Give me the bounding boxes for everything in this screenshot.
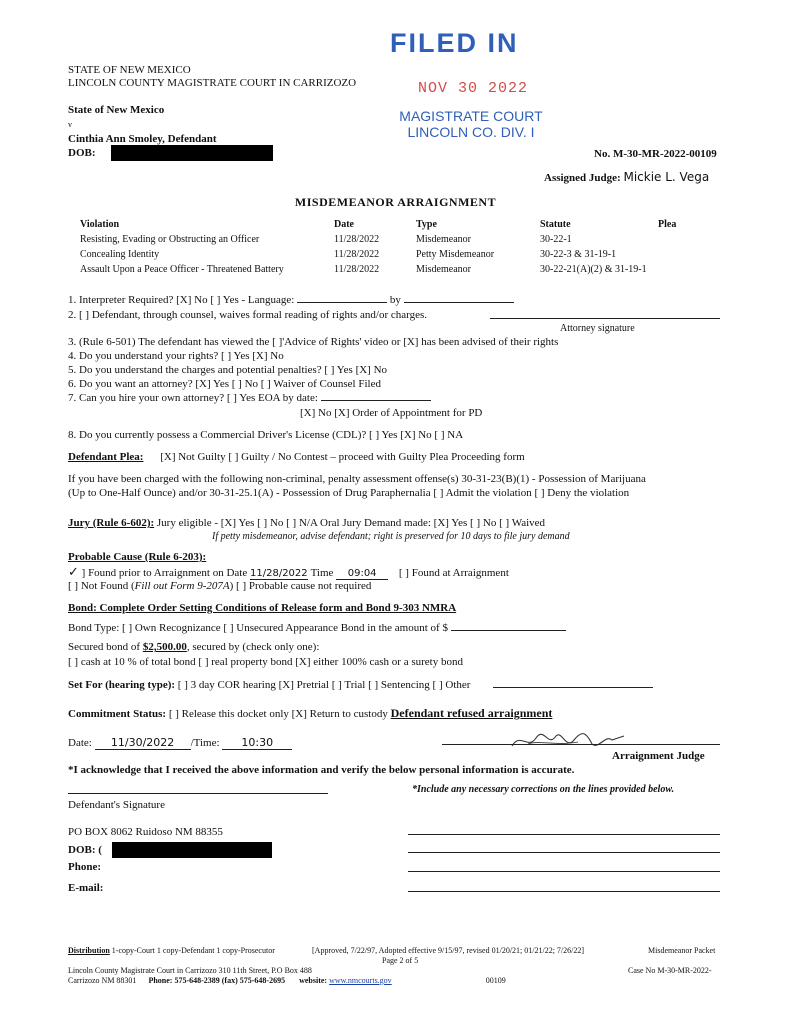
- probable-cause-date[interactable]: 11/28/2022: [250, 568, 308, 579]
- jury-section: [68, 517, 545, 529]
- table-row: [80, 249, 708, 264]
- statute-cell: 30-22-21(A)(2) & 31-19-1: [540, 264, 647, 275]
- penalty-line-2: (Up to One-Half Ounce) and/or 30-31-25.1(A) - Possession of Drug Paraphernalia [ ] Admit the violation [ ] Deny the violation: [68, 487, 630, 499]
- col-violation: Violation: [80, 219, 120, 230]
- other-hearing-field[interactable]: [493, 687, 653, 688]
- question-3: 3. (Rule 6-501) The defendant has viewed the [ ]'Advice of Rights' video or [X] has been advised of their rights: [68, 336, 559, 348]
- type-cell: Misdemeanor: [416, 234, 471, 245]
- secured-text-b: , secured by (check only one):: [186, 641, 320, 653]
- hearing-label: Set For (hearing type):: [68, 679, 176, 691]
- col-statute: Statute: [540, 219, 571, 230]
- bond-type: [68, 622, 566, 634]
- plea-options: [X] Not Guilty [ ] Guilty / No Contest – proceed with Guilty Plea Proceeding form: [160, 451, 525, 463]
- stamp-court-line2: LINCOLN CO. DIV. I: [407, 124, 535, 140]
- judge-label: Assigned Judge:: [544, 172, 621, 184]
- footer-case-number: Case No M-30-MR-2022-: [628, 966, 712, 975]
- attorney-signature-line[interactable]: [490, 318, 720, 319]
- col-plea: Plea: [658, 219, 677, 230]
- violations-table: [80, 219, 708, 279]
- judge-name: Mickie L. Vega: [623, 170, 710, 184]
- hearing-options: [ ] 3 day COR hearing [X] Pretrial [ ] Trial [ ] Sentencing [ ] Other: [177, 679, 471, 691]
- plea-cell: [658, 264, 708, 279]
- plea-cell: [658, 249, 708, 264]
- footer-city-line: [68, 976, 506, 985]
- form-reference: Fill out Form 9-207A: [134, 580, 230, 592]
- filed-stamp: FILED IN: [390, 28, 519, 58]
- question-8: 8. Do you currently possess a Commercial Driver's License (CDL)? [ ] Yes [X] No [ ] NA: [68, 429, 464, 441]
- versus: v: [68, 120, 72, 129]
- packet-label: Misdemeanor Packet: [648, 946, 716, 955]
- date-cell: 11/28/2022: [334, 249, 380, 260]
- question-2-text: 2. [ ] Defendant, through counsel, waives formal reading of rights and/or charges.: [68, 309, 428, 321]
- question-4: 4. Do you understand your rights? [ ] Yes [X] No: [68, 350, 284, 362]
- dob-redaction: [111, 145, 273, 161]
- filed-stamp-court: [386, 108, 556, 140]
- question-7b: [X] No [X] Order of Appointment for PD: [300, 407, 483, 419]
- date-cell: 11/28/2022: [334, 264, 380, 275]
- email-label: E-mail:: [68, 882, 104, 894]
- correction-line-2[interactable]: [408, 852, 720, 853]
- unsecured-amount-field[interactable]: [451, 630, 566, 631]
- statute-cell: 30-22-1: [540, 234, 572, 245]
- approved-note: [Approved, 7/22/97, Adopted effective 9/15/97, revised 01/20/21; 01/21/22; 7/26/22]: [312, 946, 585, 955]
- jury-options: Jury eligible - [X] Yes [ ] No [ ] N/A Oral Jury Demand made: [X] Yes [ ] No [ ] Waived: [156, 517, 546, 529]
- question-7-text: 7. Can you hire your own attorney? [ ] Yes EOA by date:: [68, 392, 318, 404]
- type-cell: Petty Misdemeanor: [416, 249, 495, 260]
- question-5: 5. Do you understand the charges and potential penalties? [ ] Yes [X] No: [68, 364, 388, 376]
- type-cell: Misdemeanor: [416, 264, 471, 275]
- found-prior-text: ] Found prior to Arraignment on Date: [81, 567, 248, 579]
- footer-court: Lincoln County Magistrate Court in Carrizozo 310 11th Street, P.O Box 488: [68, 966, 312, 975]
- violations-header-row: [80, 219, 708, 234]
- commitment-label: Commitment Status:: [68, 708, 167, 720]
- jury-label: Jury (Rule 6-602):: [68, 517, 155, 529]
- footer-case-suffix: 00109: [485, 976, 506, 985]
- correction-line-3[interactable]: [408, 871, 720, 872]
- footer-website-label: website:: [299, 976, 330, 985]
- defendant-signature-label: Defendant's Signature: [68, 799, 165, 811]
- footer-city: Carrizozo NM 88301: [68, 976, 137, 985]
- question-1-by: by: [389, 294, 401, 306]
- footer-phone: Phone: 575-648-2389 (fax) 575-648-2695: [148, 976, 286, 985]
- question-7: [68, 392, 431, 404]
- bond-label: Bond: Complete Order Setting Conditions of Release form and Bond 9-303 NMRA: [68, 602, 457, 614]
- assigned-judge: [544, 170, 709, 184]
- filed-stamp-date: NOV 30 2022: [418, 80, 529, 97]
- statute-cell: 30-22-3 & 31-19-1: [540, 249, 617, 260]
- bond-options: [ ] cash at 10 % of total bond [ ] real property bond [X] either 100% cash or a surety bond: [68, 656, 463, 668]
- table-row: [80, 234, 708, 249]
- arraignment-judge-label: Arraignment Judge: [612, 750, 705, 762]
- date-label: Date:: [68, 737, 92, 749]
- jury-note: If petty misdemeanor, advise defendant; right is preserved for 10 days to file jury demand: [212, 531, 570, 542]
- page-title: MISDEMEANOR ARRAIGNMENT: [294, 195, 497, 209]
- footer-website-link[interactable]: www.nmcourts.gov: [329, 976, 392, 985]
- page-number: Page 2 of 5: [382, 956, 419, 965]
- secured-text-a: Secured bond of: [68, 641, 143, 653]
- case-number: No. M-30-MR-2022-00109: [594, 148, 717, 160]
- language-field[interactable]: [297, 302, 387, 303]
- corrections-note: *Include any necessary corrections on the lines provided below.: [412, 784, 675, 795]
- court-name: LINCOLN COUNTY MAGISTRATE COURT IN CARRIZOZO: [68, 77, 357, 89]
- probable-cause-found: [68, 565, 509, 580]
- table-row: [80, 264, 708, 279]
- state-heading: STATE OF NEW MEXICO: [68, 64, 191, 76]
- stamp-court-line1: MAGISTRATE COURT: [399, 108, 543, 124]
- judge-signature-line[interactable]: [442, 744, 720, 745]
- probable-cause-label: Probable Cause (Rule 6-203):: [68, 551, 207, 563]
- secured-bond: [68, 641, 319, 653]
- acknowledgement: *I acknowledge that I received the above information and verify the below personal information is accurate.: [68, 764, 575, 776]
- defendant-dob-label: DOB: (: [68, 844, 102, 856]
- col-type: Type: [416, 219, 437, 230]
- not-required-text: ) [ ] Probable cause not required: [229, 580, 372, 592]
- attorney-signature-label: Attorney signature: [560, 323, 635, 334]
- time-label: Time: [310, 567, 334, 579]
- judge-signature: [508, 728, 628, 754]
- defendant-name: Cinthia Ann Smoley, Defendant: [68, 133, 217, 145]
- commitment-status: [68, 706, 552, 721]
- date-cell: 11/28/2022: [334, 234, 380, 245]
- correction-line-4[interactable]: [408, 891, 720, 892]
- violation-cell: Concealing Identity: [80, 249, 160, 260]
- plea-label: Defendant Plea:: [68, 451, 144, 463]
- plaintiff: State of New Mexico: [68, 104, 165, 116]
- defendant-plea: [68, 451, 525, 463]
- not-found-text: [ ] Not Found (: [68, 580, 135, 592]
- check-mark: ✓: [68, 565, 79, 580]
- commitment-options: [ ] Release this docket only [X] Return to custody: [168, 708, 391, 720]
- penalty-line-1: If you have been charged with the following non-criminal, penalty assessment offense(s) 30-31-23(B)(1) - Possession of Marijuana: [68, 473, 646, 485]
- defendant-signature-line[interactable]: [68, 793, 328, 794]
- distribution: [68, 946, 275, 955]
- question-2: [68, 309, 427, 321]
- arraignment-time[interactable]: 10:30: [222, 736, 292, 750]
- probable-cause-time[interactable]: 09:04: [336, 568, 388, 580]
- question-1-text: 1. Interpreter Required? [X] No [ ] Yes - Language:: [68, 294, 295, 306]
- question-6: 6. Do you want an attorney? [X] Yes [ ] No [ ] Waiver of Counsel Filed: [68, 378, 381, 390]
- arraignment-datetime: [68, 736, 292, 750]
- probable-cause-not-found: [68, 580, 371, 592]
- plea-cell: [658, 234, 708, 249]
- phone-label: Phone:: [68, 861, 101, 873]
- violation-cell: Resisting, Evading or Obstructing an Officer: [80, 234, 260, 245]
- question-1: [68, 294, 514, 306]
- bond-amount: $2,500.00: [142, 641, 187, 653]
- time-label2: /Time:: [190, 737, 220, 749]
- found-at-arraignment: [ ] Found at Arraignment: [398, 567, 509, 579]
- eoa-date-field[interactable]: [321, 400, 431, 401]
- bond-type-text: Bond Type: [ ] Own Recognizance [ ] Unsecured Appearance Bond in the amount of $: [68, 622, 448, 634]
- col-date: Date: [334, 219, 354, 230]
- arraignment-date[interactable]: 11/30/2022: [95, 736, 191, 750]
- correction-line-1[interactable]: [408, 834, 720, 835]
- defendant-dob-redaction: [112, 842, 272, 858]
- court-heading: [68, 64, 356, 90]
- hearing-type: [68, 679, 653, 691]
- dob-label: DOB:: [68, 147, 96, 159]
- distribution-label: Distribution: [68, 946, 110, 955]
- defendant-address: PO BOX 8062 Ruidoso NM 88355: [68, 826, 223, 838]
- interpreter-field[interactable]: [404, 302, 514, 303]
- violation-cell: Assault Upon a Peace Officer - Threatened Battery: [80, 264, 284, 275]
- refused-note: Defendant refused arraignment: [390, 706, 553, 720]
- distribution-text: 1-copy-Court 1 copy-Defendant 1 copy-Prosecutor: [109, 946, 275, 955]
